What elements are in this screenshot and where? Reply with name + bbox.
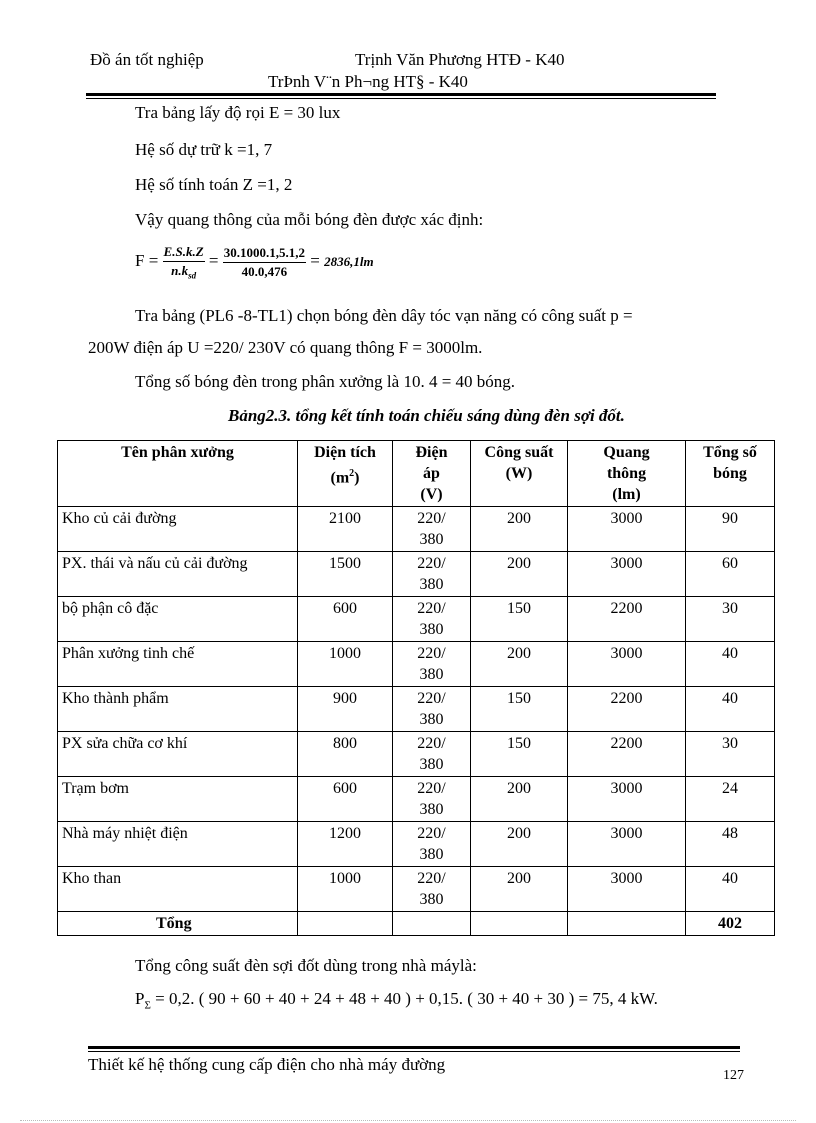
cell-power: [471, 687, 568, 732]
cell-flux-flux: 2200: [610, 735, 643, 752]
cell-flux-flux: 2200: [610, 690, 643, 707]
header-voltage: [393, 441, 471, 507]
cell-power-power: 150: [507, 600, 531, 617]
cell-bulb-count: [686, 687, 775, 732]
formula-numeric-denominator: 40.0,476: [241, 263, 288, 279]
cell-voltage-volt_a: 220/: [417, 510, 446, 527]
cell-voltage-volt_b: 380: [419, 846, 444, 863]
cell-bulb-count-count: 24: [722, 780, 738, 797]
cell-bulb-count: [686, 597, 775, 642]
header-area-line1: Diện tích: [314, 444, 376, 461]
cell-voltage: [393, 642, 471, 687]
header-flux-line1: Quang: [603, 444, 650, 461]
cell-voltage: [393, 597, 471, 642]
footer-rule-thick: [88, 1046, 740, 1049]
formula-symbolic-denominator: [163, 262, 205, 281]
header-name-label: Tên phân xưởng: [121, 444, 234, 461]
cell-voltage-volt_b: 380: [419, 801, 444, 818]
cell-power: [471, 552, 568, 597]
header-voltage-line3: (V): [420, 486, 443, 503]
cell-area-area: 600: [333, 600, 357, 617]
cell-power-power: 200: [507, 870, 531, 887]
total-empty-power: [471, 912, 568, 936]
page-number: 127: [723, 1068, 744, 1083]
cell-bulb-count: [686, 642, 775, 687]
cell-power: [471, 732, 568, 777]
cell-flux-flux: 3000: [610, 510, 643, 527]
cell-flux-flux: 3000: [610, 825, 643, 842]
cell-workshop-name-name: bộ phận cô đặc: [62, 600, 159, 617]
cell-power: [471, 822, 568, 867]
cell-area: [298, 867, 393, 912]
cell-area-area: 2100: [329, 510, 361, 527]
cell-voltage-volt_b: 380: [419, 711, 444, 728]
lighting-summary-table: [57, 440, 775, 936]
formula-result: 2836,1lm: [324, 254, 374, 270]
table-row: [58, 732, 775, 777]
formula-numeric-numerator: 30.1000.1,5.1,2: [223, 245, 306, 263]
cell-voltage-volt_a: 220/: [417, 780, 446, 797]
cell-flux: [568, 732, 686, 777]
cell-area-area: 900: [333, 690, 357, 707]
table-header-row: [58, 441, 775, 507]
cell-bulb-count-count: 30: [722, 600, 738, 617]
total-empty-flux: [568, 912, 686, 936]
cell-voltage-volt_a: 220/: [417, 600, 446, 617]
header-rule-thick: [86, 93, 716, 96]
paragraph-flux-intro: Vậy quang thông của mỗi bóng đèn được xác định:: [135, 210, 484, 229]
paragraph-bulb-choice-line2: 200W điện áp U =220/ 230V có quang thông F = 3000lm.: [88, 338, 483, 357]
header-area-unit: (m: [330, 469, 350, 487]
page-bottom-dotted-line: [20, 1120, 796, 1121]
header-power-line2: (W): [505, 465, 533, 482]
header-area: [298, 441, 393, 507]
cell-area-area: 1000: [329, 645, 361, 662]
cell-power: [471, 867, 568, 912]
formula-numeric-fraction: [223, 245, 306, 280]
cell-bulb-count: [686, 777, 775, 822]
cell-power: [471, 597, 568, 642]
cell-voltage-volt_a: 220/: [417, 555, 446, 572]
header-flux-line3: (lm): [612, 486, 641, 503]
cell-flux: [568, 552, 686, 597]
cell-flux-flux: 3000: [610, 870, 643, 887]
formula-denominator-sub: sd: [188, 270, 197, 281]
paragraph-total-power-intro: Tổng công suất đèn sợi đốt dùng trong nhà máylà:: [135, 956, 477, 975]
header-bulb-count: [686, 441, 775, 507]
total-empty-voltage: [393, 912, 471, 936]
header-garbled: TrÞnh V¨n Ph¬ng HT§ - K40: [268, 72, 468, 91]
cell-workshop-name-name: Kho than: [62, 870, 122, 887]
header-flux: [568, 441, 686, 507]
cell-voltage-volt_a: 220/: [417, 825, 446, 842]
cell-voltage: [393, 867, 471, 912]
cell-voltage-volt_b: 380: [419, 576, 444, 593]
cell-bulb-count-count: 48: [722, 825, 738, 842]
cell-voltage-volt_a: 220/: [417, 870, 446, 887]
header-voltage-line1: Điện: [415, 444, 448, 461]
cell-workshop-name: [58, 507, 298, 552]
cell-workshop-name-name: Kho củ cải đường: [62, 510, 177, 527]
cell-workshop-name: [58, 822, 298, 867]
footer-title: Thiết kế hệ thống cung cấp điện cho nhà máy đường: [88, 1055, 446, 1074]
flux-formula: [135, 244, 374, 281]
header-count-line2: bóng: [713, 465, 747, 482]
cell-voltage-volt_b: 380: [419, 666, 444, 683]
cell-area-area: 1000: [329, 870, 361, 887]
header-area-line2: [302, 463, 388, 488]
cell-flux: [568, 822, 686, 867]
cell-flux: [568, 687, 686, 732]
paragraph-bulb-choice-line1: Tra bảng (PL6 -8-TL1) chọn bóng đèn dây tóc vạn năng có công suất p =: [135, 306, 633, 325]
cell-area-area: 800: [333, 735, 357, 752]
cell-power-power: 200: [507, 780, 531, 797]
cell-bulb-count-count: 40: [722, 870, 738, 887]
cell-area: [298, 777, 393, 822]
table-row: [58, 507, 775, 552]
cell-voltage-volt_a: 220/: [417, 690, 446, 707]
cell-workshop-name-name: Kho thành phẩm: [62, 690, 169, 707]
cell-power: [471, 642, 568, 687]
cell-area-area: 600: [333, 780, 357, 797]
cell-flux: [568, 642, 686, 687]
cell-area: [298, 507, 393, 552]
cell-area: [298, 552, 393, 597]
cell-flux-flux: 3000: [610, 780, 643, 797]
header-rule-thin: [86, 98, 716, 99]
header-area-sup: 2: [349, 468, 355, 479]
total-value: 402: [686, 912, 775, 936]
cell-voltage-volt_b: 380: [419, 531, 444, 548]
cell-flux: [568, 777, 686, 822]
header-workshop-name: [58, 441, 298, 507]
cell-flux: [568, 597, 686, 642]
table-row: [58, 687, 775, 732]
formula-equals-1: =: [208, 251, 219, 271]
cell-voltage-volt_b: 380: [419, 756, 444, 773]
cell-bulb-count-count: 30: [722, 735, 738, 752]
paragraph-illuminance: Tra bảng lấy độ rọi E = 30 lux: [135, 103, 341, 122]
table-row: [58, 642, 775, 687]
formula-equals-2: =: [310, 251, 320, 271]
cell-voltage-volt_a: 220/: [417, 645, 446, 662]
power-symbol: P: [135, 989, 145, 1008]
header-area-close: ): [354, 469, 360, 487]
cell-workshop-name-name: Trạm bơm: [62, 780, 129, 797]
table-row: [58, 822, 775, 867]
cell-area: [298, 822, 393, 867]
cell-bulb-count: [686, 867, 775, 912]
cell-workshop-name: [58, 597, 298, 642]
cell-power: [471, 777, 568, 822]
cell-workshop-name: [58, 732, 298, 777]
header-power-line1: Công suất: [484, 444, 554, 461]
paragraph-bulb-count: Tổng số bóng đèn trong phân xưởng là 10. 4 = 40 bóng.: [135, 372, 516, 391]
table-total-row: [58, 912, 775, 936]
cell-power-power: 150: [507, 735, 531, 752]
header-voltage-line2: áp: [423, 465, 440, 482]
cell-power-power: 200: [507, 510, 531, 527]
cell-workshop-name: [58, 552, 298, 597]
cell-area: [298, 687, 393, 732]
cell-voltage: [393, 822, 471, 867]
table-row: [58, 867, 775, 912]
cell-power-power: 200: [507, 645, 531, 662]
cell-voltage-volt_b: 380: [419, 891, 444, 908]
cell-workshop-name-name: Nhà máy nhiệt điện: [62, 825, 188, 842]
cell-bulb-count-count: 40: [722, 690, 738, 707]
cell-voltage: [393, 552, 471, 597]
formula-lhs: F =: [135, 251, 159, 271]
cell-voltage-volt_b: 380: [419, 621, 444, 638]
cell-bulb-count: [686, 552, 775, 597]
cell-voltage: [393, 687, 471, 732]
cell-area: [298, 732, 393, 777]
table-row: [58, 552, 775, 597]
cell-power: [471, 507, 568, 552]
cell-flux: [568, 867, 686, 912]
header-right: Trịnh Văn Phương HTĐ - K40: [355, 50, 565, 69]
cell-bulb-count: [686, 732, 775, 777]
cell-workshop-name-name: Phân xưởng tinh chế: [62, 645, 195, 662]
formula-symbolic-fraction: [163, 244, 205, 281]
formula-symbolic-numerator: E.S.k.Z: [163, 244, 205, 262]
cell-flux: [568, 507, 686, 552]
table-row: [58, 777, 775, 822]
footer-rule-thin: [88, 1051, 740, 1052]
cell-workshop-name-name: PX. thái và nấu củ cải đường: [62, 555, 248, 572]
header-power: [471, 441, 568, 507]
paragraph-calc-factor: Hệ số tính toán Z =1, 2: [135, 175, 293, 194]
cell-flux-flux: 3000: [610, 555, 643, 572]
cell-workshop-name-name: PX sửa chữa cơ khí: [62, 735, 188, 752]
header-flux-line2: thông: [606, 465, 647, 482]
total-label: Tổng: [58, 912, 298, 936]
formula-denominator-main: n.k: [171, 263, 189, 278]
power-equation-rest: = 0,2. ( 90 + 60 + 40 + 24 + 48 + 40 ) + 0,15. ( 30 + 40 + 30 ) = 75, 4 kW.: [150, 989, 658, 1008]
cell-bulb-count-count: 60: [722, 555, 738, 572]
cell-power-power: 200: [507, 825, 531, 842]
total-empty-area: [298, 912, 393, 936]
header-left: Đồ án tốt nghiệp: [90, 50, 204, 69]
total-power-equation: [135, 989, 658, 1011]
cell-area-area: 1200: [329, 825, 361, 842]
cell-power-power: 150: [507, 690, 531, 707]
cell-voltage: [393, 732, 471, 777]
cell-bulb-count: [686, 822, 775, 867]
cell-area: [298, 597, 393, 642]
cell-workshop-name: [58, 777, 298, 822]
cell-workshop-name: [58, 642, 298, 687]
cell-flux-flux: 3000: [610, 645, 643, 662]
cell-voltage: [393, 777, 471, 822]
table-caption: Bảng2.3. tổng kết tính toán chiếu sáng dùng đèn sợi đốt.: [228, 406, 625, 425]
power-symbol-sub: Σ: [144, 999, 151, 1012]
cell-voltage: [393, 507, 471, 552]
cell-bulb-count-count: 90: [722, 510, 738, 527]
cell-area: [298, 642, 393, 687]
cell-voltage-volt_a: 220/: [417, 735, 446, 752]
cell-workshop-name: [58, 867, 298, 912]
cell-bulb-count: [686, 507, 775, 552]
cell-area-area: 1500: [329, 555, 361, 572]
cell-power-power: 200: [507, 555, 531, 572]
cell-workshop-name: [58, 687, 298, 732]
paragraph-reserve-factor: Hệ số dự trữ k =1, 7: [135, 140, 273, 159]
table-row: [58, 597, 775, 642]
cell-bulb-count-count: 40: [722, 645, 738, 662]
cell-flux-flux: 2200: [610, 600, 643, 617]
header-count-line1: Tổng số: [703, 444, 757, 461]
